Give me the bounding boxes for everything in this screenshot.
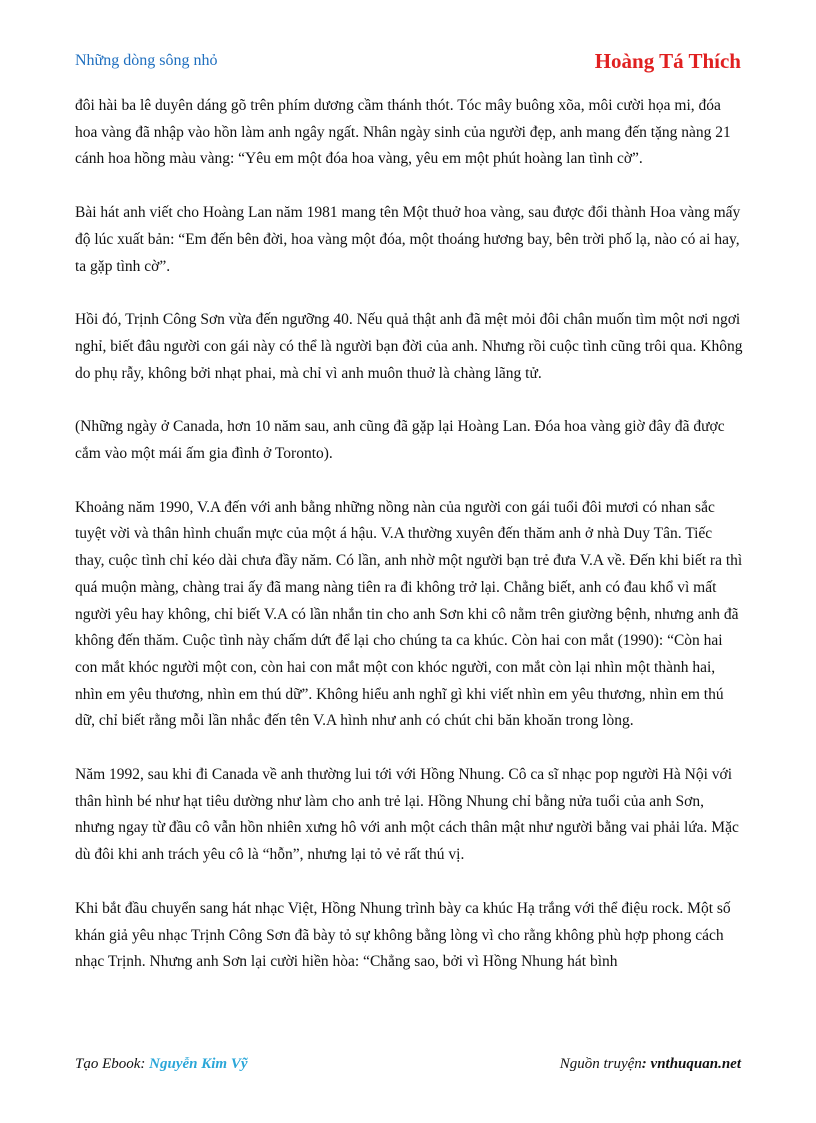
paragraph: Năm 1992, sau khi đi Canada về anh thường lui tới với Hồng Nhung. Cô ca sĩ nhạc pop người Hà Nội với thân hình bé như hạt tiêu dường như làm cho anh trẻ lại. Hồng Nhung chỉ bằng nửa tuổi của anh Sơn, nhưng ngay từ đầu cô vẫn hồn nhiên xưng hô với anh một cách thân mật như người bằng vai phải lứa. Mặc dù đôi khi anh trách yêu cô là “hỗn”, nhưng lại tỏ vẻ rất thú vị. xyxy=(75,766,739,864)
paragraph: Hồi đó, Trịnh Công Sơn vừa đến ngưỡng 40. Nếu quả thật anh đã mệt mỏi đôi chân muốn tìm một nơi ngơi nghỉ, biết đâu người con gái này có thể là người bạn đời của anh. Nhưng rồi cuộc tình cũng trôi qua. Không do phụ rẫy, không bởi nhạt phai, mà chỉ vì anh muôn thuở là chàng lãng tử. xyxy=(75,311,743,382)
ebook-label: Tạo Ebook xyxy=(75,1056,141,1072)
page-body xyxy=(75,93,745,1003)
paragraph: (Những ngày ở Canada, hơn 10 năm sau, anh cũng đã gặp lại Hoàng Lan. Đóa hoa vàng giờ đây đã được cắm vào một mái ấm gia đình ở Toronto). xyxy=(75,418,725,463)
source-credit xyxy=(560,1056,741,1073)
paragraph: Khoảng năm 1990, V.A đến với anh bằng những nồng nàn của người con gái tuổi đôi mươi có nhan sắc tuyệt vời và thân hình chuẩn mực của một á hậu. V.A thường xuyên đến thăm anh ở nhà Duy Tân. Tiếc thay, cuộc tình chỉ kéo dài chưa đầy năm. Có lần, anh nhờ một người bạn trẻ đưa V.A về. Đến khi biết ra thì quá muộn màng, chàng trai ấy đã mang nàng tiên ra đi không trở lại. Chẳng biết, anh có đau khổ vì mất người yêu hay không, chỉ biết V.A có lần nhắn tin cho anh Sơn khi cô nằm trên giường bệnh, nhưng anh đã không đến thăm. Cuộc tình này chấm dứt để lại cho chúng ta ca khúc. Còn hai con mắt (1990): “Còn hai con mắt khóc người một con, còn hai con mắt một con khóc người, con mắt còn lại nhìn một thành hai, nhìn em yêu thương, nhìn em thú dữ”. Không hiểu anh nghĩ gì khi viết nhìn em yêu thương, nhìn em thú dữ, chỉ biết rằng mỗi lần nhắc đến tên V.A hình như anh có chút chi băn khoăn trong lòng. xyxy=(75,498,743,730)
source-label: Nguồn truyện xyxy=(559,1056,642,1072)
ebook-creator-name: Nguyễn Kim Vỹ xyxy=(149,1056,248,1072)
ebook-credit xyxy=(75,1056,248,1073)
paragraph: Bài hát anh viết cho Hoàng Lan năm 1981 mang tên Một thuở hoa vàng, sau được đổi thành Hoa vàng mấy độ lúc xuất bản: “Em đến bên đời, hoa vàng một đóa, một thoáng hương bay, bên trời phố lạ, nào có ai hay, ta gặp tình cờ”. xyxy=(75,204,741,275)
author-name: Hoàng Tá Thích xyxy=(594,49,741,73)
source-site-link[interactable]: vnthuquan.net xyxy=(650,1056,741,1072)
paragraph: Khi bắt đầu chuyển sang hát nhạc Việt, Hồng Nhung trình bày ca khúc Hạ trắng với thể điệu rock. Một số khán giả yêu nhạc Trịnh Công Sơn đã bày tỏ sự không bằng lòng vì cho rằng không phù hợp phong cách nhạc Trịnh. Nhưng anh Sơn lại cười hiền hòa: “Chẳng sao, bởi vì Hồng Nhung hát bình xyxy=(75,899,731,971)
ebook-separator: : xyxy=(140,1056,150,1072)
source-separator: : xyxy=(641,1056,651,1072)
paragraph: đôi hài ba lê duyên dáng gõ trên phím dương cầm thánh thót. Tóc mây buông xõa, môi cười họa mi, đóa hoa vàng đã nhập vào hồn làm anh ngây ngất. Nhân ngày sinh của người đẹp, anh mang đến tặng nàng 21 cánh hoa hồng màu vàng: “Yêu em một đóa hoa vàng, yêu em một phút hoàng lan tình cờ”. xyxy=(75,97,731,168)
book-title: Những dòng sông nhỏ xyxy=(75,52,218,69)
